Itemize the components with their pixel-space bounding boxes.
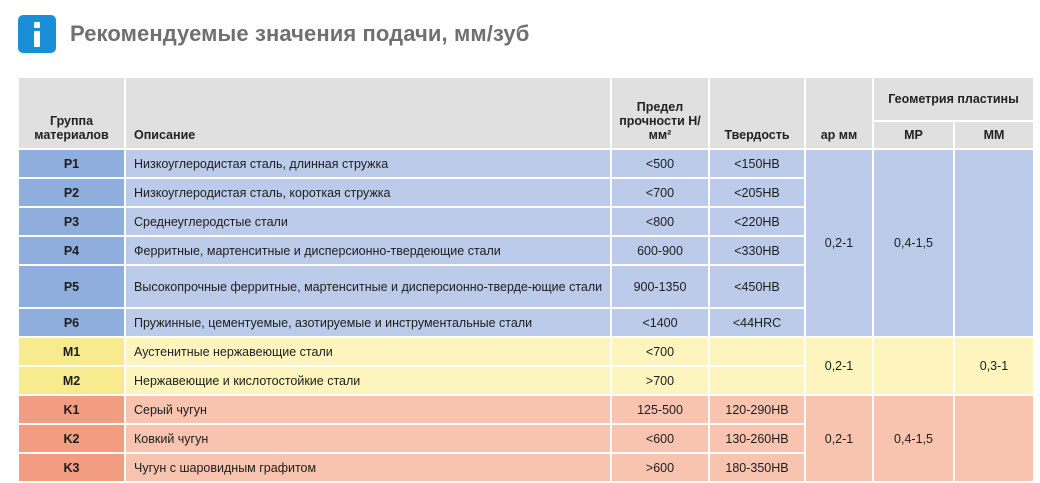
header-geometry-mp: MP [874,122,953,148]
table-row [19,338,1033,365]
material-hardness: 180-350HB [710,454,804,481]
material-strength: 900-1350 [612,266,708,307]
material-description: Аустенитные нержавеющие стали [126,338,610,365]
material-hardness: <205HB [710,179,804,206]
material-strength: <700 [612,338,708,365]
material-strength: <1400 [612,309,708,336]
material-hardness: <44HRC [710,309,804,336]
material-description: Ферритные, мартенситные и дисперсионно-твердеющие стали [126,237,610,264]
material-description: Нержавеющие и кислотостойкие стали [126,367,610,394]
material-strength: 600-900 [612,237,708,264]
material-code: K3 [19,454,124,481]
feed-rate-table [17,76,1035,483]
material-hardness: <450HB [710,266,804,307]
material-hardness: <150HB [710,150,804,177]
header-strength: Предел прочности Н/мм² [612,78,708,148]
table-row [19,150,1033,177]
material-description: Серый чугун [126,396,610,423]
material-description: Пружинные, цементуемые, азотируемые и инструментальные стали [126,309,610,336]
ap-value: 0,2-1 [806,150,872,336]
ap-value: 0,2-1 [806,338,872,394]
material-code: M2 [19,367,124,394]
material-strength: 125-500 [612,396,708,423]
material-code: P2 [19,179,124,206]
material-description: Высокопрочные ферритные, мартенситные и дисперсионно-тверде-ющие стали [126,266,610,307]
material-strength: >700 [612,367,708,394]
material-hardness: 120-290HB [710,396,804,423]
material-code: K2 [19,425,124,452]
material-hardness: <220HB [710,208,804,235]
header-geometry-mm: MM [955,122,1033,148]
material-hardness: 130-260HB [710,425,804,452]
page-header [18,14,529,54]
mp-value: 0,4-1,5 [874,396,953,481]
header-hardness: Твердость [710,78,804,148]
material-description: Ковкий чугун [126,425,610,452]
material-strength: <700 [612,179,708,206]
material-hardness [710,367,804,394]
material-strength: >600 [612,454,708,481]
material-strength: <600 [612,425,708,452]
material-description: Среднеуглеродстые стали [126,208,610,235]
mm-value [955,150,1033,336]
material-strength: <800 [612,208,708,235]
material-hardness: <330HB [710,237,804,264]
material-description: Чугун с шаровидным графитом [126,454,610,481]
info-icon [18,15,56,53]
ap-value: 0,2-1 [806,396,872,481]
mm-value [955,396,1033,481]
material-code: P5 [19,266,124,307]
header-description: Описание [126,78,610,148]
material-code: K1 [19,396,124,423]
header-geometry: Геометрия пластины [874,78,1033,120]
mp-value [874,338,953,394]
material-description: Низкоуглеродистая сталь, короткая стружка [126,179,610,206]
material-description: Низкоуглеродистая сталь, длинная стружка [126,150,610,177]
header-ap: ap мм [806,78,872,148]
material-code: P1 [19,150,124,177]
header-group: Группа материалов [19,78,124,148]
material-code: P4 [19,237,124,264]
material-code: P3 [19,208,124,235]
mm-value: 0,3-1 [955,338,1033,394]
material-strength: <500 [612,150,708,177]
table-row [19,396,1033,423]
material-hardness [710,338,804,365]
mp-value: 0,4-1,5 [874,150,953,336]
material-code: M1 [19,338,124,365]
page-title: Рекомендуемые значения подачи, мм/зуб [70,21,530,46]
material-code: P6 [19,309,124,336]
